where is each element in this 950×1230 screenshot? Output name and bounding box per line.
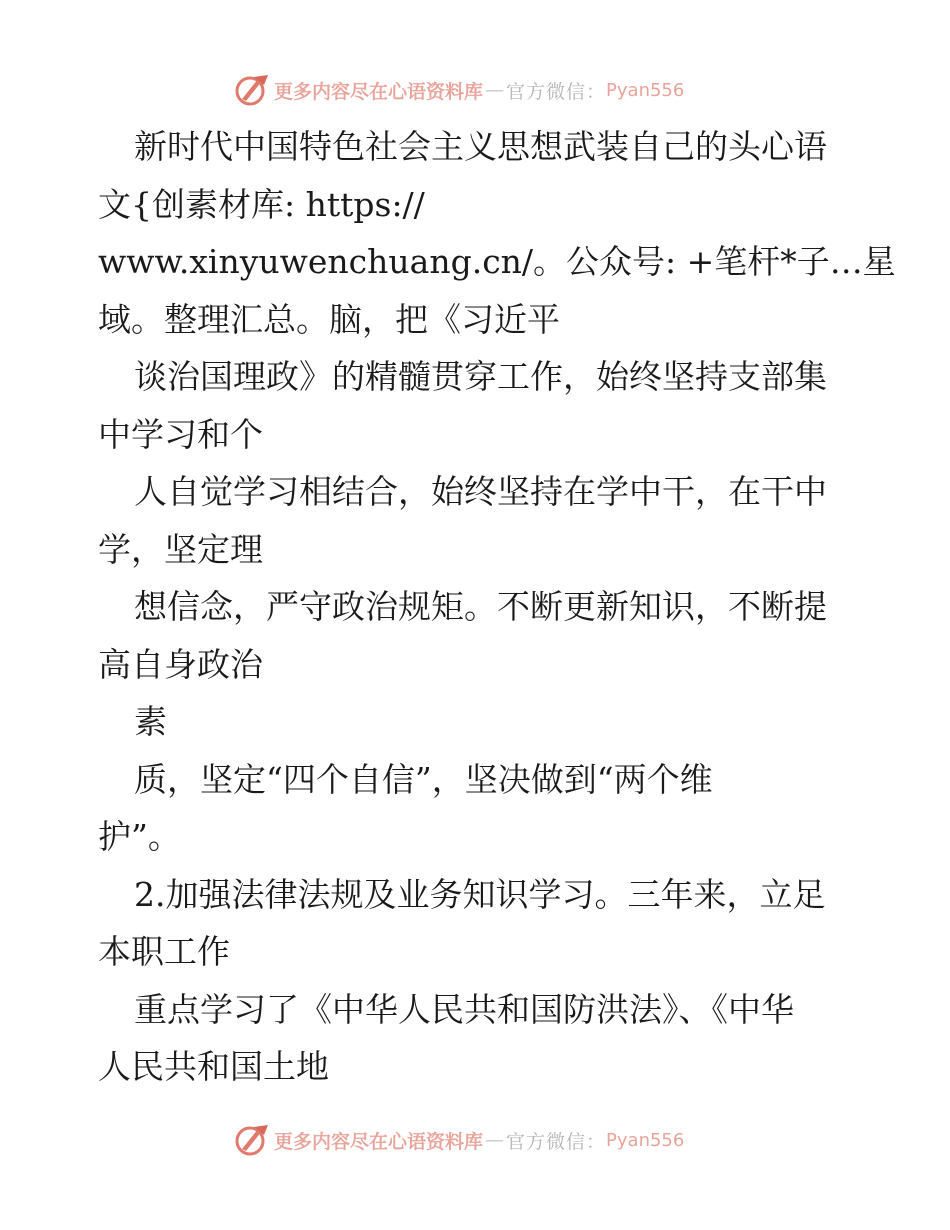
text-line: 重点学习了《中华人民共和国防洪法》、《中华 — [134, 989, 794, 1029]
text-line: www.xinyuwenchuang.cn/。公众号: +笔杆*子…星 — [98, 242, 896, 281]
text-line: 中学习和个 — [98, 414, 263, 454]
watermark-id: Pyan556 — [606, 79, 685, 101]
quill-pen-circle-icon — [234, 73, 270, 107]
document-body — [98, 118, 896, 1096]
text-line: 本职工作 — [98, 932, 230, 971]
text-line: 域。整理汇总。脑，把《习近平 — [98, 299, 560, 339]
text-line: 质，坚定“四个自信”，坚决做到“两个维 — [134, 759, 713, 799]
text-line: 文{创素材库: https:// — [98, 184, 425, 224]
watermark-sub-text: 官方微信： — [506, 80, 607, 103]
text-line: 2.加强法律法规及业务知识学习。三年来，立足 — [134, 874, 826, 914]
text-line: 学，坚定理 — [98, 529, 263, 569]
quill-pen-circle-icon — [234, 1123, 270, 1157]
watermark-header — [234, 72, 684, 108]
text-line: 新时代中国特色社会主义思想武装自己的头心语 — [134, 127, 827, 166]
watermark-main-text: 更多内容尽在心语资料库 — [274, 1130, 484, 1153]
watermark-separator: — — [485, 1129, 505, 1151]
watermark-footer — [234, 1122, 684, 1158]
watermark-sub-text: 官方微信： — [506, 1130, 607, 1153]
text-line: 想信念，严守政治规矩。不断更新知识，不断提 — [134, 587, 827, 626]
text-line: 人民共和国土地 — [98, 1047, 329, 1086]
text-line: 高自身政治 — [98, 644, 263, 684]
text-line: 谈治国理政》的精髓贯穿工作，始终坚持支部集 — [134, 357, 827, 396]
text-line: 素 — [134, 702, 167, 741]
text-line: 人自觉学习相结合，始终坚持在学中干，在干中 — [134, 472, 827, 511]
text-line: 护”。 — [98, 817, 181, 856]
watermark-main-text: 更多内容尽在心语资料库 — [274, 80, 484, 103]
watermark-separator: — — [485, 79, 505, 101]
watermark-id: Pyan556 — [606, 1129, 685, 1151]
